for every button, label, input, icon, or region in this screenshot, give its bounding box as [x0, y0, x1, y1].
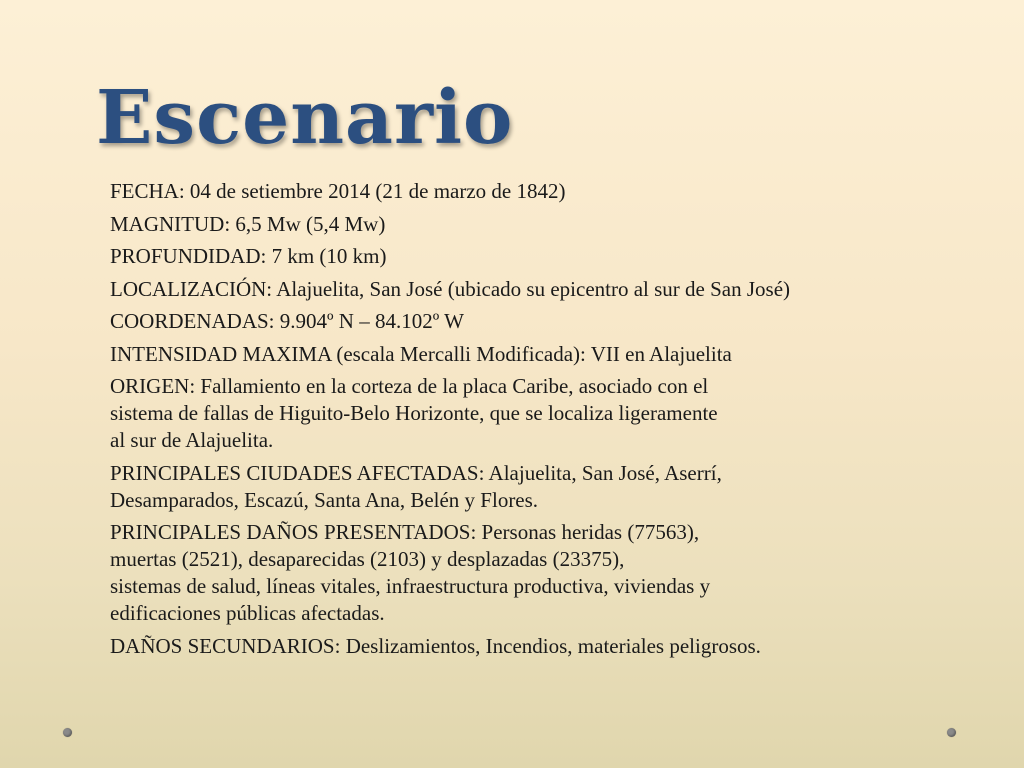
paragraph-fecha [110, 178, 990, 205]
paragraph-line: muertas (2521), desaparecidas (2103) y desplazadas (23375), [110, 547, 625, 571]
slide-title: Escenario [96, 75, 514, 161]
slide-content [110, 178, 990, 665]
paragraph-localizacion [110, 276, 990, 303]
paragraph-line: sistema de fallas de Higuito-Belo Horizonte, que se localiza ligeramente [110, 401, 718, 425]
paragraph-line: FECHA: 04 de setiembre 2014 (21 de marzo de 1842) [110, 179, 566, 203]
paragraph-line: PRINCIPALES CIUDADES AFECTADAS: Alajuelita, San José, Aserrí, [110, 460, 722, 485]
paragraph-line: Desamparados, Escazú, Santa Ana, Belén y Flores. [110, 487, 539, 512]
paragraph-line: COORDENADAS: 9.904º N – 84.102º W [110, 309, 464, 333]
paragraph-danos-secundarios [110, 633, 990, 660]
paragraph-line: LOCALIZACIÓN: Alajuelita, San José (ubicado su epicentro al sur de San José) [110, 276, 791, 301]
paragraph-line: MAGNITUD: 6,5 Mw (5,4 Mw) [110, 211, 386, 236]
paragraph-ciudades [110, 460, 990, 514]
paragraph-origen [110, 373, 990, 454]
paragraph-line: al sur de Alajuelita. [110, 428, 274, 452]
paragraph-line: INTENSIDAD MAXIMA (escala Mercalli Modificada): VII en Alajuelita [110, 341, 732, 366]
decorative-dot-icon [63, 728, 72, 737]
paragraph-line: DAÑOS SECUNDARIOS: Deslizamientos, Incendios, materiales peligrosos. [110, 633, 761, 658]
decorative-dot-icon [947, 728, 956, 737]
paragraph-line: sistemas de salud, líneas vitales, infraestructura productiva, viviendas y [110, 574, 711, 598]
paragraph-line: edificaciones públicas afectadas. [110, 601, 385, 625]
paragraph-intensidad [110, 341, 990, 368]
paragraph-line: PROFUNDIDAD: 7 km (10 km) [110, 244, 387, 268]
paragraph-coordenadas [110, 308, 990, 335]
paragraph-danos [110, 519, 990, 627]
paragraph-profundidad [110, 243, 990, 270]
paragraph-line: PRINCIPALES DAÑOS PRESENTADOS: Personas heridas (77563), [110, 520, 700, 544]
paragraph-line: ORIGEN: Fallamiento en la corteza de la placa Caribe, asociado con el [110, 374, 709, 398]
paragraph-magnitud [110, 211, 990, 238]
